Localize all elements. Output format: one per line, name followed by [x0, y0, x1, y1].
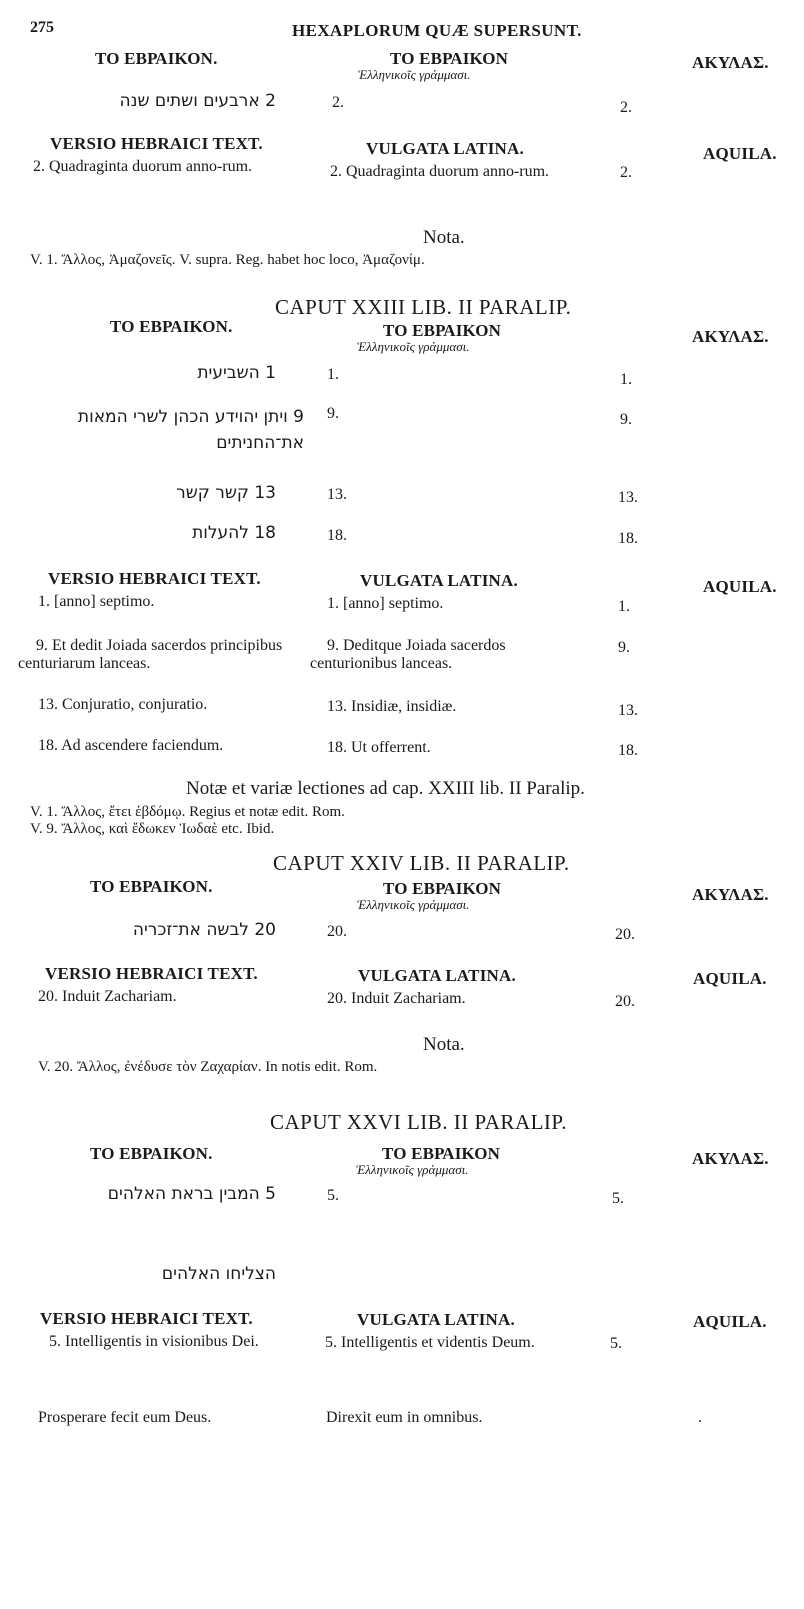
col-aquila-header: AQUILA. [703, 577, 777, 596]
aquila-verse-2: 2. [620, 99, 632, 116]
aquila-latin-verse-9: 9. [618, 639, 630, 656]
vulgata-verse-2: 2. Quadraginta duorum anno-rum. [330, 163, 550, 180]
col-akylas-header: ΑΚΥΛΑΣ. [692, 885, 769, 904]
vulgata-verse-9: 9. Deditque Joiada sacerdos centurionibus lanceas. [310, 637, 506, 672]
hebrew-verse-1: 1 השביעית [197, 363, 276, 383]
caput-xxiii-title: CAPUT XXIII LIB. II PARALIP. [275, 295, 572, 319]
nota-text: V. 20. Ἄλλος, ἐνέδυσε τὸν Ζαχαρίαν. In notis edit. Rom. [38, 1059, 378, 1075]
nota-text: V. 1. Ἄλλος, Ἀμαζονεῖς. V. supra. Reg. habet hoc loco, Ἀμαζονίμ. [30, 252, 425, 268]
col-hebraikon-header: ΤΟ ΕΒΡΑΙΚΟΝ. [90, 877, 213, 896]
col-hebraikon-greek-subheader: Ἑλληνικοῖς γράμμασι. [356, 1162, 469, 1177]
final-vulgata-line: Direxit eum in omnibus. [326, 1409, 483, 1426]
aquila-latin-verse-5: 5. [610, 1335, 622, 1352]
vulgata-verse-5: 5. Intelligentis et videntis Deum. [325, 1334, 535, 1351]
greek-verse-20: 20. [327, 923, 347, 940]
col-aquila-header: AQUILA. [693, 1312, 767, 1331]
notae-title: Notæ et variæ lectiones ad cap. XXIII lib. II Paralip. [186, 778, 585, 799]
final-versio-line: Prosperare fecit eum Deus. [38, 1409, 212, 1426]
hebrew-verse-2: 2 ארבעים ושתים שנה [119, 91, 276, 111]
versio-verse-2: 2. Quadraginta duorum anno-rum. [33, 158, 253, 175]
vulgata-verse-13: 13. Insidiæ, insidiæ. [327, 698, 457, 715]
col-versio-header: VERSIO HEBRAICI TEXT. [48, 569, 261, 588]
versio-verse-5: 5. Intelligentis in visionibus Dei. [49, 1333, 259, 1350]
greek-verse-1: 1. [327, 366, 339, 383]
nota-line: V. 9. Ἄλλος, καὶ ἔδωκεν Ἰωδαὲ etc. Ibid. [30, 821, 275, 837]
col-hebraikon-greek-subheader: Ἑλληνικοῖς γράμμασι. [357, 897, 470, 912]
aquila-latin-verse-13: 13. [618, 702, 638, 719]
hebrew-verse-5: 5 המבין בראת האלהים [107, 1184, 276, 1204]
col-versio-header: VERSIO HEBRAICI TEXT. [50, 134, 263, 153]
caput-xxvi-title: CAPUT XXVI LIB. II PARALIP. [270, 1110, 568, 1134]
col-hebraikon-greek-subheader: Ἑλληνικοῖς γράμμασι. [358, 67, 471, 82]
aquila-verse-20: 20. [615, 926, 635, 943]
final-aquila-mark: . [698, 1409, 702, 1426]
versio-verse-20: 20. Induit Zachariam. [38, 988, 177, 1005]
vulgata-verse-20: 20. Induit Zachariam. [327, 990, 466, 1007]
page-number: 275 [30, 19, 54, 36]
versio-verse-9: 9. Et dedit Joiada sacerdos principibus centuriarum lanceas. [18, 637, 283, 672]
col-hebraikon-greek-header: ΤΟ ΕΒΡΑΙΚΟΝ [390, 49, 509, 68]
col-vulgata-header: VULGATA LATINA. [357, 1310, 515, 1329]
col-akylas-header: ΑΚΥΛΑΣ. [692, 1149, 769, 1168]
col-hebraikon-greek-subheader: Ἑλληνικοῖς γράμμασι. [357, 339, 470, 354]
hebrew-marginal-reading: הצליחו האלהים [161, 1264, 276, 1284]
aquila-verse-13: 13. [618, 489, 638, 506]
vulgata-verse-18: 18. Ut offerrent. [327, 739, 431, 756]
col-vulgata-header: VULGATA LATINA. [360, 571, 518, 590]
col-aquila-header: AQUILA. [693, 969, 767, 988]
caput-xxiv-title: CAPUT XXIV LIB. II PARALIP. [273, 851, 570, 875]
aquila-verse-1: 1. [620, 371, 632, 388]
col-hebraikon-header: ΤΟ ΕΒΡΑΙΚΟΝ. [110, 317, 233, 336]
aquila-latin-verse-2: 2. [620, 164, 632, 181]
aquila-verse-9: 9. [620, 411, 632, 428]
col-akylas-header: ΑΚΥΛΑΣ. [692, 53, 769, 72]
hebrew-verse-9: 9 ויתן יהוידע הכהן לשרי המאות את־החניתים [77, 407, 304, 453]
greek-verse-18: 18. [327, 527, 347, 544]
aquila-latin-verse-1: 1. [618, 598, 630, 615]
hebrew-verse-18: 18 להעלות [192, 523, 276, 543]
col-vulgata-header: VULGATA LATINA. [366, 139, 524, 158]
col-vulgata-header: VULGATA LATINA. [358, 966, 516, 985]
greek-verse-13: 13. [327, 486, 347, 503]
col-hebraikon-header: ΤΟ ΕΒΡΑΙΚΟΝ. [95, 49, 218, 68]
hebrew-verse-20: 20 לבשה את־זכריה [132, 920, 276, 940]
col-hebraikon-greek-header: ΤΟ ΕΒΡΑΙΚΟΝ [383, 321, 502, 340]
col-akylas-header: ΑΚΥΛΑΣ. [692, 327, 769, 346]
col-versio-header: VERSIO HEBRAICI TEXT. [45, 964, 258, 983]
greek-verse-2: 2. [332, 94, 344, 111]
greek-verse-5: 5. [327, 1187, 339, 1204]
nota-line: V. 1. Ἄλλος, ἔτει ἑβδόμῳ. Regius et notæ edit. Rom. [30, 804, 345, 820]
col-hebraikon-greek-header: ΤΟ ΕΒΡΑΙΚΟΝ [382, 1144, 501, 1163]
aquila-verse-18: 18. [618, 530, 638, 547]
aquila-verse-5: 5. [612, 1190, 624, 1207]
nota-title: Nota. [423, 227, 465, 248]
versio-verse-18: 18. Ad ascendere faciendum. [38, 737, 224, 754]
hebrew-verse-13: 13 קשר קשר [176, 483, 276, 503]
col-hebraikon-header: ΤΟ ΕΒΡΑΙΚΟΝ. [90, 1144, 213, 1163]
col-aquila-header: AQUILA. [703, 144, 777, 163]
aquila-latin-verse-18: 18. [618, 742, 638, 759]
versio-verse-1: 1. [anno] septimo. [38, 593, 155, 610]
col-versio-header: VERSIO HEBRAICI TEXT. [40, 1309, 253, 1328]
aquila-latin-verse-20: 20. [615, 993, 635, 1010]
greek-verse-9: 9. [327, 405, 339, 422]
nota-title: Nota. [423, 1034, 465, 1055]
vulgata-verse-1: 1. [anno] septimo. [327, 595, 444, 612]
running-head: HEXAPLORUM QUÆ SUPERSUNT. [292, 21, 582, 40]
versio-verse-13: 13. Conjuratio, conjuratio. [38, 696, 208, 713]
col-hebraikon-greek-header: ΤΟ ΕΒΡΑΙΚΟΝ [383, 879, 502, 898]
